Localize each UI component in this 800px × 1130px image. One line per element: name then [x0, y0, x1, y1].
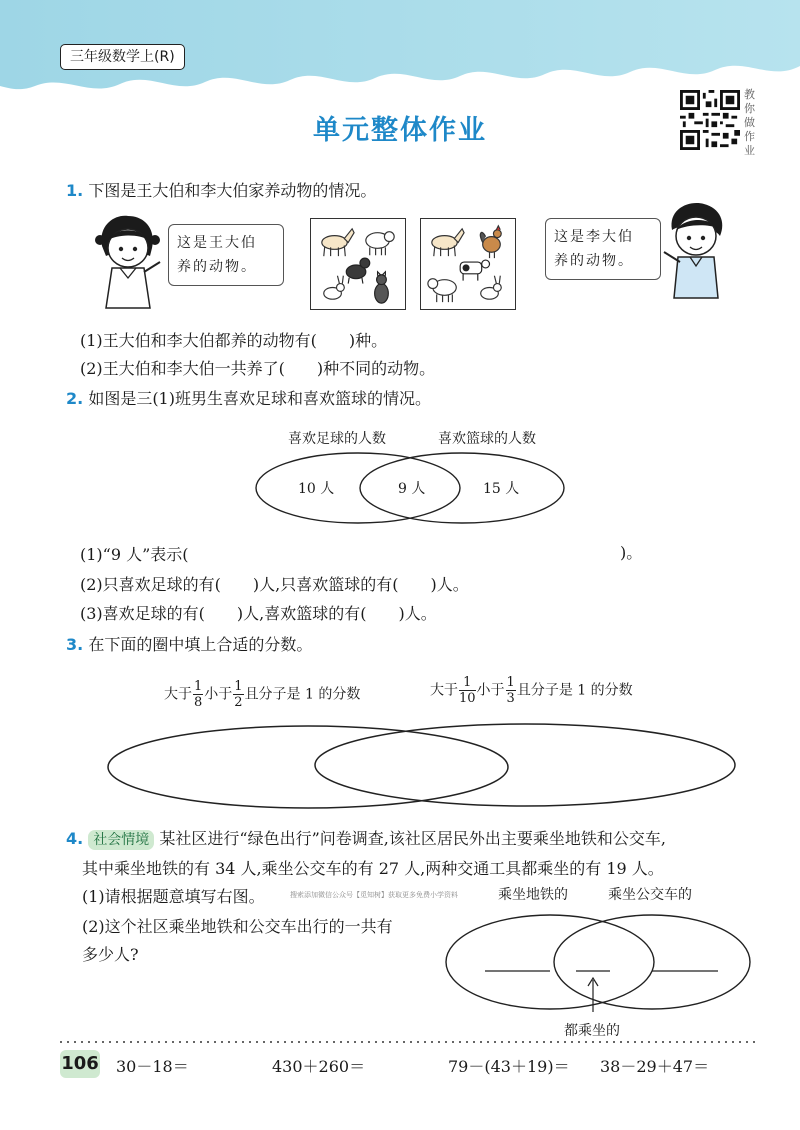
- venn2-value-right: 15 人: [483, 481, 520, 497]
- fraction-denominator: 3: [506, 691, 515, 706]
- q3-right-condition: [430, 676, 633, 705]
- cow-icon: [460, 260, 489, 281]
- horse-icon: [432, 229, 464, 256]
- cat-icon: [375, 272, 389, 303]
- sheep-icon: [428, 279, 456, 302]
- bubble-left-line1: 这是王大伯: [177, 235, 257, 251]
- venn2-value-mid: 9 人: [398, 481, 426, 497]
- q1-number: 1.: [66, 181, 84, 200]
- q2-text: 如图是三(1)班男生喜欢足球和喜欢篮球的情况。: [88, 389, 431, 408]
- girl-illustration: [92, 212, 164, 310]
- q1-sub1: (1)王大伯和李大伯都养的动物有( )种。: [80, 331, 388, 350]
- q4-label-subway: 乘坐地铁的: [498, 887, 568, 903]
- rabbit-icon: [481, 276, 502, 299]
- fraction-numerator: 1: [506, 675, 515, 690]
- bubble-left-line2: 养的动物。: [177, 259, 257, 275]
- sheep-icon: [366, 232, 394, 255]
- fraction-one-tenth: [459, 676, 476, 705]
- fraction-one-third: [506, 676, 516, 705]
- q3-right-suffix: 且分子是 1 的分数: [516, 682, 633, 699]
- q3-left-condition: [164, 680, 360, 709]
- q4-venn-diagram[interactable]: [440, 904, 760, 1016]
- q1-prompt: [66, 178, 376, 201]
- fraction-numerator: 1: [234, 679, 243, 694]
- q4-subway-circle: [446, 915, 654, 1009]
- q4-label-both: 都乘坐的: [564, 1023, 620, 1039]
- qr-code[interactable]: [680, 90, 740, 150]
- q2-sub1-start: (1)“9 人”表示(: [80, 545, 189, 564]
- q4-bus-circle: [554, 915, 750, 1009]
- q2-sub1-end: )。: [620, 543, 643, 562]
- q4-text-line2: 其中乘坐地铁的有 34 人,乘坐公交车的有 27 人,两种交通工具都乘坐的有 19 人。: [82, 859, 664, 878]
- q1-text: 下图是王大伯和李大伯家养动物的情况。: [88, 181, 377, 200]
- venn2-basketball-circle: [360, 453, 564, 523]
- q2-sub3: (3)喜欢足球的有( )人,喜欢篮球的有( )人。: [80, 604, 437, 623]
- qr-caption: 教你做作业: [744, 88, 755, 157]
- rooster-icon: [480, 226, 501, 258]
- bubble-right-line1: 这是李大伯: [554, 229, 634, 245]
- q4-label-bus: 乘坐公交车的: [608, 887, 692, 903]
- mental-math-4: 38－29＋47＝: [600, 1057, 710, 1076]
- bubble-right-line2: 养的动物。: [554, 253, 634, 269]
- mental-math-3: 79－(43＋19)＝: [448, 1057, 570, 1076]
- q2-sub2: (2)只喜欢足球的有( )人,只喜欢篮球的有( )人。: [80, 575, 469, 594]
- q3-right-mid: 小于: [476, 682, 505, 699]
- horse-icon: [322, 229, 354, 256]
- q4-small-note: 搜索添加微信公众号【觅知树】获取更多免费小学资料: [290, 891, 458, 899]
- dotted-divider: [60, 1040, 760, 1044]
- q3-left-mid: 小于: [204, 686, 233, 703]
- q4-sub2-line2: 多少人?: [82, 945, 139, 964]
- speech-bubble-right: [545, 218, 661, 280]
- q3-left-loop: [108, 726, 508, 808]
- li-animals-picture: [420, 218, 516, 310]
- q3-text: 在下面的圈中填上合适的分数。: [88, 635, 313, 654]
- venn2-label-basketball: 喜欢篮球的人数: [438, 431, 536, 447]
- boy-illustration: [660, 200, 732, 300]
- q4-prompt-line1: [66, 826, 666, 850]
- q3-right-loop: [315, 724, 735, 806]
- q4-sub1: (1)请根据题意填写右图。: [82, 887, 265, 906]
- wang-animals-picture: [310, 218, 406, 310]
- fraction-denominator: 10: [459, 691, 476, 706]
- q3-right-prefix: 大于: [430, 682, 458, 699]
- speech-bubble-left: [168, 224, 284, 286]
- q4-text-line1: 某社区进行“绿色出行”问卷调查,该社区居民外出主要乘坐地铁和公交车,: [159, 829, 666, 848]
- fraction-numerator: 1: [459, 676, 476, 691]
- mental-math-2: 430＋260＝: [272, 1057, 366, 1076]
- fraction-denominator: 2: [234, 695, 243, 710]
- book-label: 三年级数学上(R): [60, 44, 185, 70]
- q4-context-tag: 社会情境: [88, 830, 154, 850]
- page-title: 单元整体作业: [313, 115, 487, 146]
- dog-icon: [346, 258, 369, 283]
- q4-number: 4.: [66, 829, 84, 848]
- q1-sub2: (2)王大伯和李大伯一共养了( )种不同的动物。: [80, 359, 436, 378]
- rabbit-icon: [324, 276, 345, 299]
- q2-number: 2.: [66, 389, 84, 408]
- mental-math-1: 30－18＝: [116, 1057, 189, 1076]
- fraction-denominator: 8: [194, 695, 203, 710]
- q3-venn-diagram[interactable]: [100, 715, 740, 815]
- fraction-one-eighth: [193, 680, 203, 709]
- venn2-label-football: 喜欢足球的人数: [288, 431, 386, 447]
- q4-sub2-line1: (2)这个社区乘坐地铁和公交车出行的一共有: [82, 917, 393, 936]
- q2-prompt: [66, 386, 431, 409]
- venn2-value-left: 10 人: [298, 481, 335, 497]
- q3-left-suffix: 且分子是 1 的分数: [244, 686, 361, 703]
- fraction-numerator: 1: [194, 679, 203, 694]
- q3-prompt: [66, 632, 312, 655]
- venn2-football-circle: [256, 453, 460, 523]
- page-number: 106: [60, 1050, 100, 1078]
- fraction-one-half: [233, 680, 243, 709]
- q3-left-prefix: 大于: [164, 686, 192, 703]
- q3-number: 3.: [66, 635, 84, 654]
